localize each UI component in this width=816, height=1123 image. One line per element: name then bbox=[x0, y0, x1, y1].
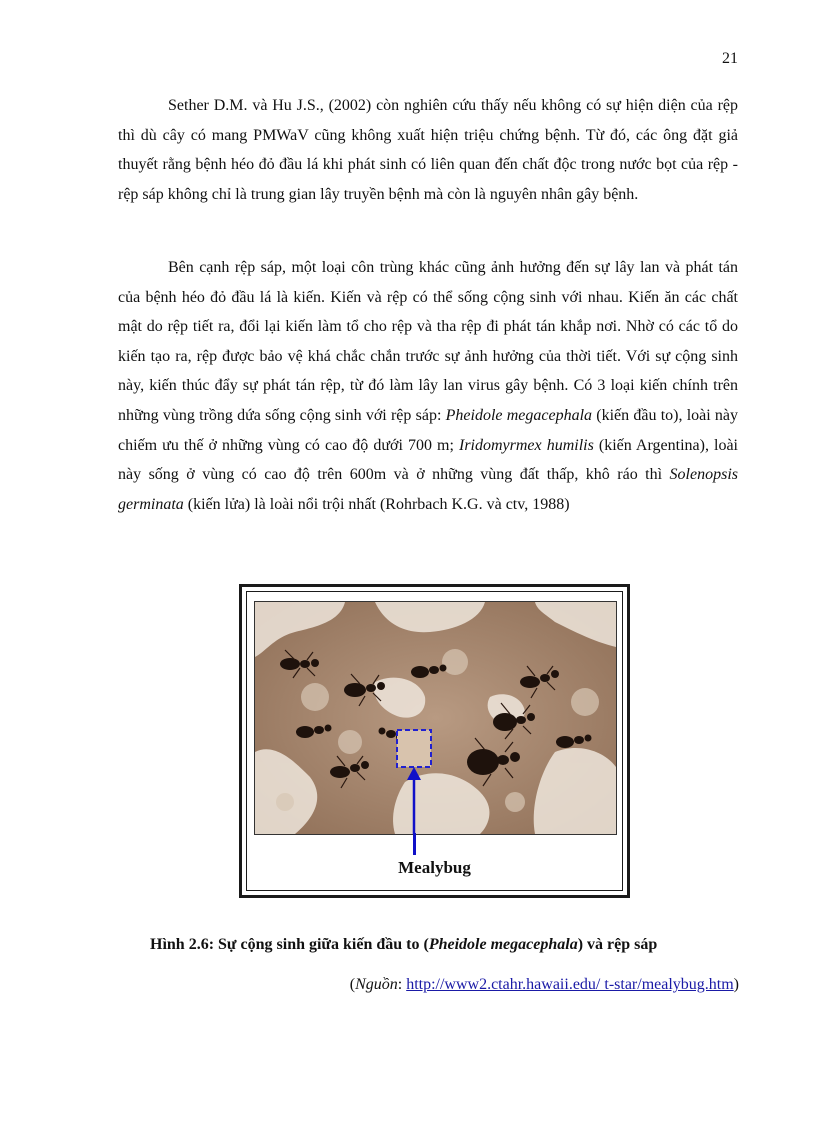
arrow-shaft bbox=[413, 833, 416, 855]
source-separator: : bbox=[397, 976, 407, 993]
text-run: Bên cạnh rệp sáp, một loại côn trùng khác cũng ảnh hưởng đến sự lây lan và phát tán của bệnh héo đỏ đầu lá là kiến. Kiến và rệp có thể sống cộng sinh với nhau. Kiến ăn các chất mật do rệp tiết ra, đổi lại kiến làm tổ cho rệp và tha rệp đi phát tán khắp nơi. Nhờ có các tổ do kiến tạo ra, rệp được bảo vệ khá chắc chắn trước sự ảnh hưởng của thời tiết. Với sự cộng sinh này, kiến thúc đẩy sự phát tán rệp, từ đó làm lây lan virus gây bệnh. Có 3 loại kiến chính trên những vùng trồng dứa sống cộng sinh với rệp sáp: bbox=[118, 259, 738, 424]
source-link[interactable]: http://www2.ctahr.hawaii.edu/ t-star/mealybug.htm bbox=[406, 976, 734, 993]
source-open: ( bbox=[349, 976, 356, 993]
source-close: ) bbox=[733, 976, 739, 993]
figure-frame bbox=[239, 584, 630, 898]
paragraph-text bbox=[118, 253, 738, 519]
caption-text: Hình 2.6: Sự cộng sinh giữa kiến đầu to ( bbox=[150, 936, 429, 953]
page-number: 21 bbox=[722, 50, 738, 67]
mealybug-highlight-box bbox=[397, 730, 431, 767]
paragraph-text: Sether D.M. và Hu J.S., (2002) còn nghiên cứu thấy nếu không có sự hiện diện của rệp thì dù cây có mang PMWaV cũng không xuất hiện triệu chứng bệnh. Từ đó, các ông đặt giả thuyết rằng bệnh héo đỏ đầu lá khi phát sinh có liên quan đến chất độc trong nước bọt của rệp - rệp sáp không chỉ là trung gian lây truyền bệnh mà còn là nguyên nhân gây bệnh. bbox=[118, 97, 738, 203]
species-name: Pheidole megacephala bbox=[445, 406, 593, 424]
source-label: Nguồn bbox=[355, 976, 398, 993]
paragraph-sether bbox=[118, 91, 738, 209]
ant-colony-photo bbox=[254, 601, 617, 835]
species-name: Solenopsis germinata bbox=[118, 466, 738, 513]
paragraph-ants bbox=[118, 253, 738, 519]
species-name: Iridomyrmex humilis bbox=[458, 436, 594, 454]
figure-source bbox=[289, 976, 739, 994]
caption-text: ) và rệp sáp bbox=[577, 936, 658, 953]
figure-label: Mealybug bbox=[398, 858, 471, 877]
figure-caption bbox=[150, 936, 750, 954]
text-run: (kiến đầu to), loài này chiếm ưu thế ở những vùng có cao độ dưới 700 m; bbox=[118, 406, 739, 454]
text-run: (kiến lửa) là loài nổi trội nhất (Rohrbach K.G. và ctv, 1988) bbox=[183, 495, 570, 513]
caption-species: Pheidole megacephala bbox=[428, 936, 578, 953]
text-run: (kiến Argentina), loài này sống ở vùng có cao độ trên 600m và ở những vùng đất thấp, khô ráo thì bbox=[118, 436, 739, 484]
